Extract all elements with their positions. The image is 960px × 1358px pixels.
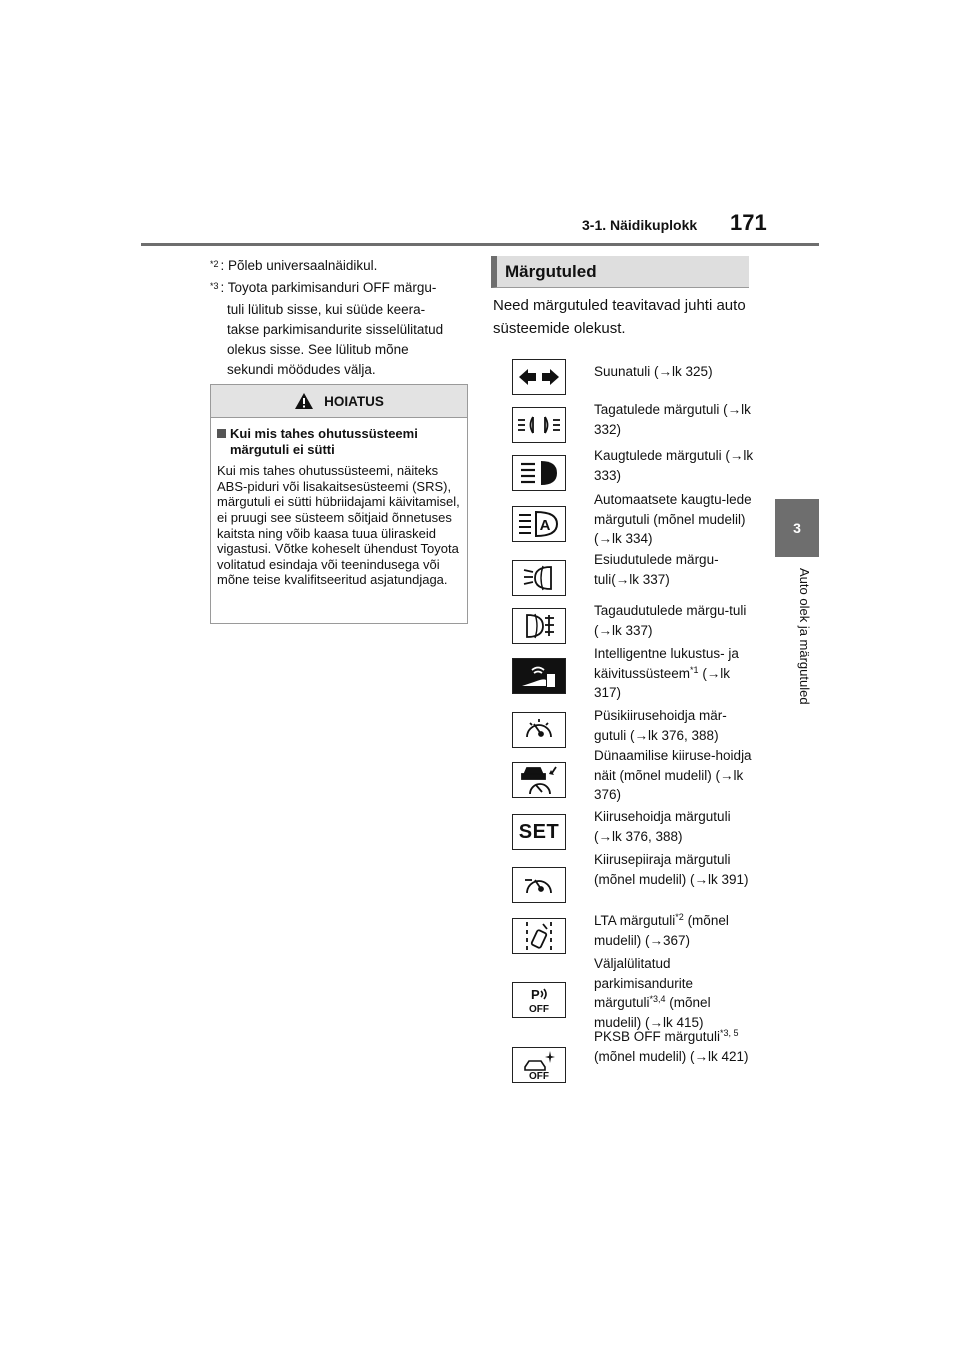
indicator-text: Kiirusehoidja märgutuli (→lk 376, 388) <box>594 809 731 844</box>
indicator-text-tail: (→lk 317) <box>594 665 731 700</box>
indicator-text: Suunatuli (→lk 325) <box>594 364 713 379</box>
indicator-text <box>594 644 754 703</box>
turn-signal-icon <box>512 359 566 395</box>
indicator-text: Püsikiirusehoidja mär-gutuli (→lk 376, 388) <box>594 708 727 743</box>
chapter-tab <box>775 499 819 557</box>
pksb-off-icon <box>512 1047 566 1083</box>
indicator-text-tail: (mõnel mudelil) (→lk 415) <box>594 995 711 1030</box>
indicator-text: Tagatulede märgutuli (→lk 332) <box>594 402 751 437</box>
indicator-text-main: Väljalülitatud parkimisandurite märgutuli <box>594 956 694 1010</box>
indicator-text-tail: (mõnel mudelil) (→367) <box>594 913 729 948</box>
footnotes <box>210 256 472 380</box>
footnote-line: olekus sisse. See lülitub mõne <box>227 342 409 357</box>
dynamic-cruise-icon <box>512 762 566 798</box>
warning-box <box>210 384 468 624</box>
warning-text: Kui mis tahes ohutussüsteemi, näiteks ABS-piduri või lisakaitsesüsteemi (SRS), märgutuli ei sütti hübriidajami käivitamisel, ei pruugi see süsteem sõitjaid õnnetuses kaitsta ning võib kaasa tuua üliraskeid vigastusi. Võtke koheselt ühendust Toyota volitatud esindaja või teenindusega või mõne teise kvalifitseeritud asjatundjaga. <box>217 463 460 588</box>
off-label: OFF <box>529 1071 549 1081</box>
footnote-text: : Põleb universaalnäidikul. <box>220 258 378 273</box>
footnote-text: : Toyota parkimisanduri OFF märgu- <box>220 280 437 295</box>
indicator-text <box>594 954 754 1032</box>
svg-text:A: A <box>539 517 551 534</box>
tail-light-icon <box>512 407 566 443</box>
set-label: SET <box>518 820 560 843</box>
page-number: 171 <box>730 210 767 235</box>
footnote-ref: *1 <box>690 664 699 675</box>
footnote-ref: *2 <box>675 912 684 922</box>
footnote-line: tuli lülitub sisse, kui süüde keera- <box>227 302 426 317</box>
lta-icon <box>512 918 566 954</box>
warning-triangle-icon <box>294 392 314 410</box>
rear-fog-light-icon <box>512 608 566 644</box>
footnote-mark: *3 <box>210 281 219 291</box>
warning-header <box>211 385 467 418</box>
chapter-tab-number: 3 <box>793 520 801 536</box>
footnote-ref: *3,4 <box>649 994 666 1004</box>
parking-sensor-off-icon <box>512 982 566 1018</box>
indicator-text-main: Intelligentne lukustus- ja käivitussüsteem <box>594 646 739 681</box>
chapter-title: Auto olek ja märgutuled <box>797 568 812 705</box>
indicator-text: Tagaudutulede märgu-tuli (→lk 337) <box>594 603 747 638</box>
header-rule <box>141 243 819 246</box>
indicator-text <box>594 1027 754 1066</box>
warning-title: HOIATUS <box>324 393 384 409</box>
indicator-text: Automaatsete kaugtu-lede märgutuli (mõnel mudelil)(→lk 334) <box>594 492 752 546</box>
cruise-control-icon <box>512 712 566 748</box>
indicator-text: Esiudutulede märgu-tuli(→lk 337) <box>594 552 719 587</box>
section-title: Märgutuled <box>491 256 749 288</box>
footnote-2 <box>210 256 472 276</box>
footnote-line: takse parkimisandurite sisselülitatud <box>227 322 444 337</box>
warning-body <box>211 418 467 588</box>
indicator-text: Kaugtulede märgutuli (→lk 333) <box>594 448 754 483</box>
indicator-text: Dünaamilise kiiruse-hoidja näit (mõnel mudelil) (→lk 376) <box>594 748 752 802</box>
footnote-mark: *2 <box>210 259 219 269</box>
warning-subtitle: Kui mis tahes ohutussüsteemi märgutuli ei sütti <box>230 426 418 457</box>
footnote-ref: *3, 5 <box>720 1028 739 1038</box>
section-intro: Need märgutuled teavitavad juhti auto süsteemide olekust. <box>493 297 746 337</box>
footnote-3 <box>210 278 472 298</box>
indicator-text: Kiirusepiiraja märgutuli (mõnel mudelil) (→lk 391) <box>594 852 749 887</box>
high-beam-icon <box>512 455 566 491</box>
section-header: 3-1. Näidikuplokk <box>582 217 698 233</box>
footnote-line: sekundi möödudes välja. <box>227 362 376 377</box>
svg-text:P: P <box>531 987 540 1002</box>
auto-high-beam-icon <box>512 506 566 542</box>
off-label: OFF <box>529 1004 549 1015</box>
bullet-square-icon <box>217 429 226 438</box>
warning-subtitle-row <box>217 426 461 457</box>
set-icon <box>512 814 566 850</box>
indicator-text-main: LTA märgutuli <box>594 913 676 928</box>
indicator-text <box>594 911 754 950</box>
speed-limiter-icon <box>512 867 566 903</box>
smart-key-icon <box>512 658 566 694</box>
front-fog-light-icon <box>512 560 566 596</box>
indicator-text-tail: (mõnel mudelil) (→lk 421) <box>594 1048 749 1064</box>
indicator-text-main: PKSB OFF märgutuli <box>594 1029 721 1044</box>
